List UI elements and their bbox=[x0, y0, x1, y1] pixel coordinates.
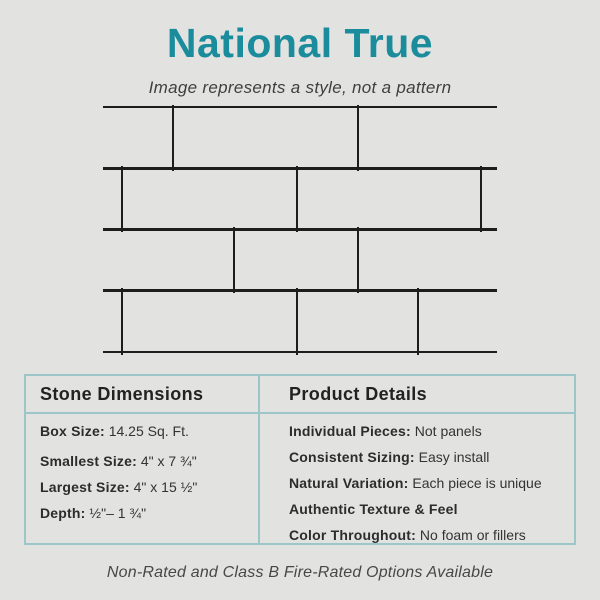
spec-row bbox=[40, 448, 258, 474]
brick-pattern-diagram bbox=[103, 107, 497, 352]
stone-dimensions-column bbox=[26, 376, 258, 543]
spec-label: Box Size: bbox=[40, 423, 105, 439]
mortar-line-vertical bbox=[172, 105, 174, 171]
product-details-column bbox=[258, 376, 574, 543]
spec-row bbox=[289, 496, 574, 522]
mortar-line-horizontal bbox=[103, 106, 497, 109]
spec-row bbox=[289, 444, 574, 470]
mortar-line-vertical bbox=[296, 166, 298, 232]
mortar-line-horizontal bbox=[103, 289, 497, 292]
mortar-line-vertical bbox=[357, 227, 359, 293]
mortar-line-vertical bbox=[296, 288, 298, 354]
spec-value: Easy install bbox=[418, 449, 490, 465]
spec-label: Authentic Texture & Feel bbox=[289, 501, 458, 517]
spec-table bbox=[24, 374, 576, 545]
spec-label: Natural Variation: bbox=[289, 475, 409, 491]
spec-value: Each piece is unique bbox=[412, 475, 542, 491]
mortar-line-horizontal bbox=[103, 228, 497, 231]
spec-value: ½"– 1 ¾" bbox=[89, 505, 147, 521]
page-title: National True bbox=[166, 20, 434, 66]
spec-label: Smallest Size: bbox=[40, 453, 137, 469]
mortar-line-vertical bbox=[121, 166, 123, 232]
spec-label: Consistent Sizing: bbox=[289, 449, 415, 465]
spec-row bbox=[289, 418, 574, 444]
stone-dimensions-body bbox=[26, 414, 258, 526]
spec-row bbox=[40, 500, 258, 526]
spec-row bbox=[40, 474, 258, 500]
spec-value: 14.25 Sq. Ft. bbox=[108, 423, 189, 439]
product-details-header: Product Details bbox=[260, 376, 574, 414]
mortar-line-horizontal bbox=[103, 351, 497, 354]
product-details-body bbox=[260, 414, 574, 548]
spec-label: Depth: bbox=[40, 505, 86, 521]
spec-value: Not panels bbox=[414, 423, 482, 439]
spec-label: Color Throughout: bbox=[289, 527, 417, 543]
spec-value: 4" x 15 ½" bbox=[133, 479, 198, 495]
mortar-line-vertical bbox=[357, 105, 359, 171]
spec-row bbox=[40, 418, 258, 444]
style-disclaimer: Image represents a style, not a pattern bbox=[148, 78, 452, 97]
fire-rating-note: Non-Rated and Class B Fire-Rated Options Available bbox=[106, 564, 494, 581]
spec-row bbox=[289, 470, 574, 496]
spec-value: No foam or fillers bbox=[419, 527, 526, 543]
mortar-line-horizontal bbox=[103, 167, 497, 170]
spec-label: Largest Size: bbox=[40, 479, 130, 495]
mortar-line-vertical bbox=[417, 288, 419, 354]
stone-dimensions-header: Stone Dimensions bbox=[26, 376, 258, 414]
spec-label: Individual Pieces: bbox=[289, 423, 411, 439]
spec-row bbox=[289, 522, 574, 548]
spec-value: 4" x 7 ¾" bbox=[140, 453, 197, 469]
mortar-line-vertical bbox=[233, 227, 235, 293]
mortar-line-vertical bbox=[480, 166, 482, 232]
mortar-line-vertical bbox=[121, 288, 123, 354]
